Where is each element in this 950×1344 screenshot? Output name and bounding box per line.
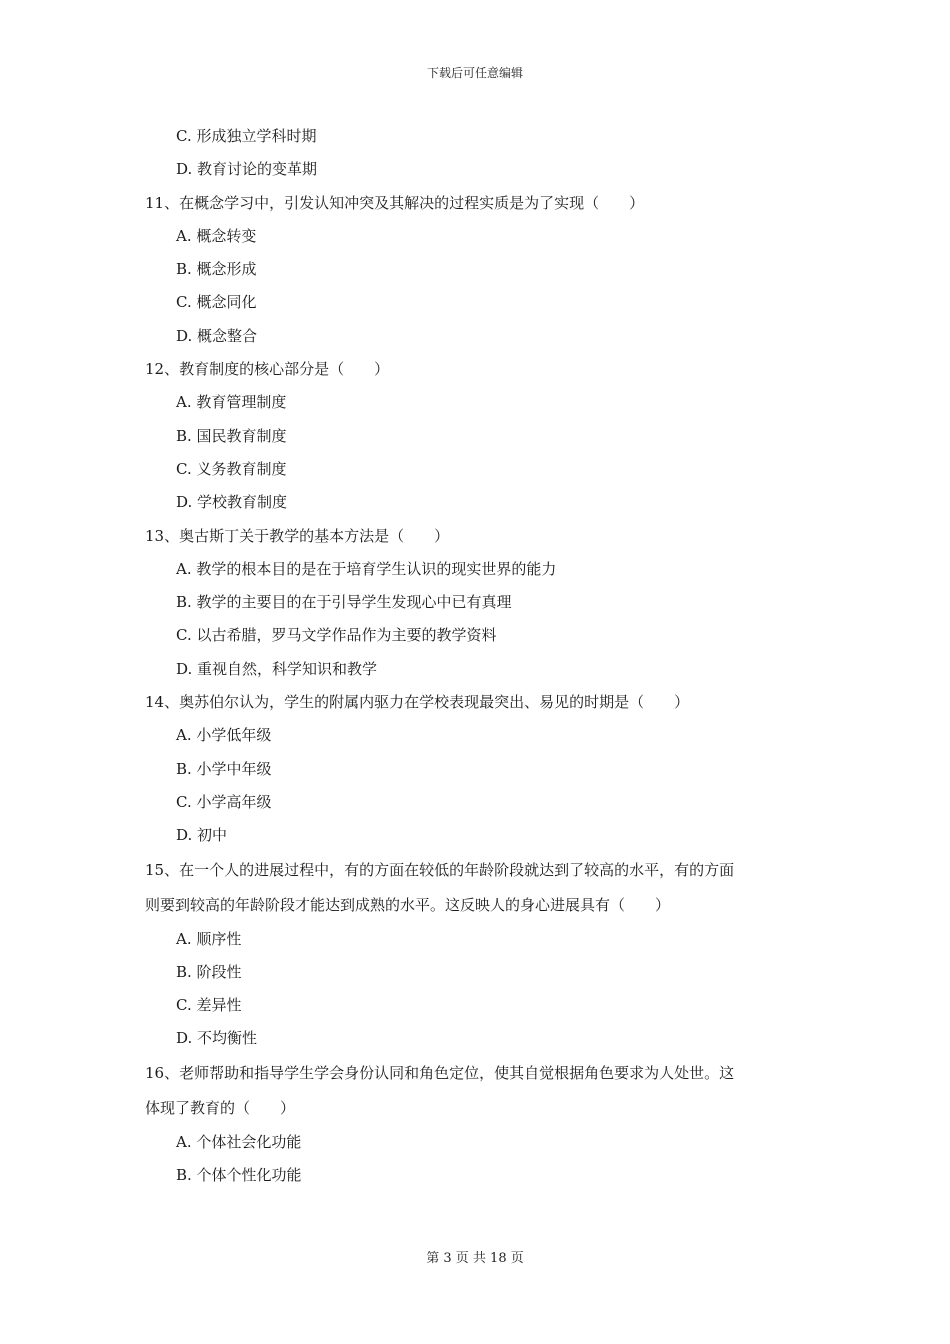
question-14: 14、奥苏伯尔认为，学生的附属内驱力在学校表现最突出、易见的时期是（ ） [145,693,690,712]
option-line: B. 国民教育制度 [176,426,287,445]
option-line: C. 义务教育制度 [176,459,287,478]
option-line: D. 概念整合 [176,326,258,345]
option-line: C. 形成独立学科时期 [176,127,317,145]
option-line: A. 教育管理制度 [176,393,287,412]
option-line: B. 小学中年级 [176,759,272,778]
page-footer: 第 3 页 共 18 页 [426,1251,524,1266]
option-line: A. 概念转变 [176,226,257,245]
page-header: 下载后可任意编辑 [426,66,523,80]
question-12: 12、教育制度的核心部分是（ ） [145,360,390,379]
question-list [145,120,815,1192]
option-line: A. 教学的根本目的是在于培育学生认识的现实世界的能力 [176,559,557,578]
option-line: A. 小学低年级 [176,726,272,745]
option-line: D. 学校教育制度 [176,493,288,512]
option-line: D. 不均衡性 [176,1029,258,1048]
option-line: C. 以古希腊，罗马文学作品作为主要的教学资料 [176,626,497,645]
option-line: C. 概念同化 [176,293,257,312]
option-line: B. 教学的主要目的在于引导学生发现心中已有真理 [176,593,512,612]
question-16: 16、老师帮助和指导学生学会身份认同和角色定位，使其自觉根据角色要求为人处世。这 [145,1063,735,1082]
question-16-continued: 体现了教育的（ ） [145,1098,296,1117]
option-line: B. 概念形成 [176,260,257,279]
option-line: D. 初中 [176,826,228,845]
option-line: B. 阶段性 [176,962,242,981]
option-line: B. 个体个性化功能 [176,1166,302,1185]
option-line: D. 重视自然，科学知识和教学 [176,659,378,678]
question-15-continued: 则要到较高的年龄阶段才能达到成熟的水平。这反映人的身心进展具有（ ） [145,895,671,914]
question-11: 11、在概念学习中，引发认知冲突及其解决的过程实质是为了实现（ ） [145,193,645,212]
question-13: 13、奥古斯丁关于教学的基本方法是（ ） [145,526,450,545]
question-15: 15、在一个人的进展过程中，有的方面在较低的年龄阶段就达到了较高的水平，有的方面 [145,860,735,879]
option-line: A. 顺序性 [176,929,242,948]
option-line: D. 教育讨论的变革期 [176,160,318,179]
option-line: C. 差异性 [176,996,242,1015]
option-line: C. 小学高年级 [176,792,272,811]
option-line: A. 个体社会化功能 [176,1132,302,1151]
